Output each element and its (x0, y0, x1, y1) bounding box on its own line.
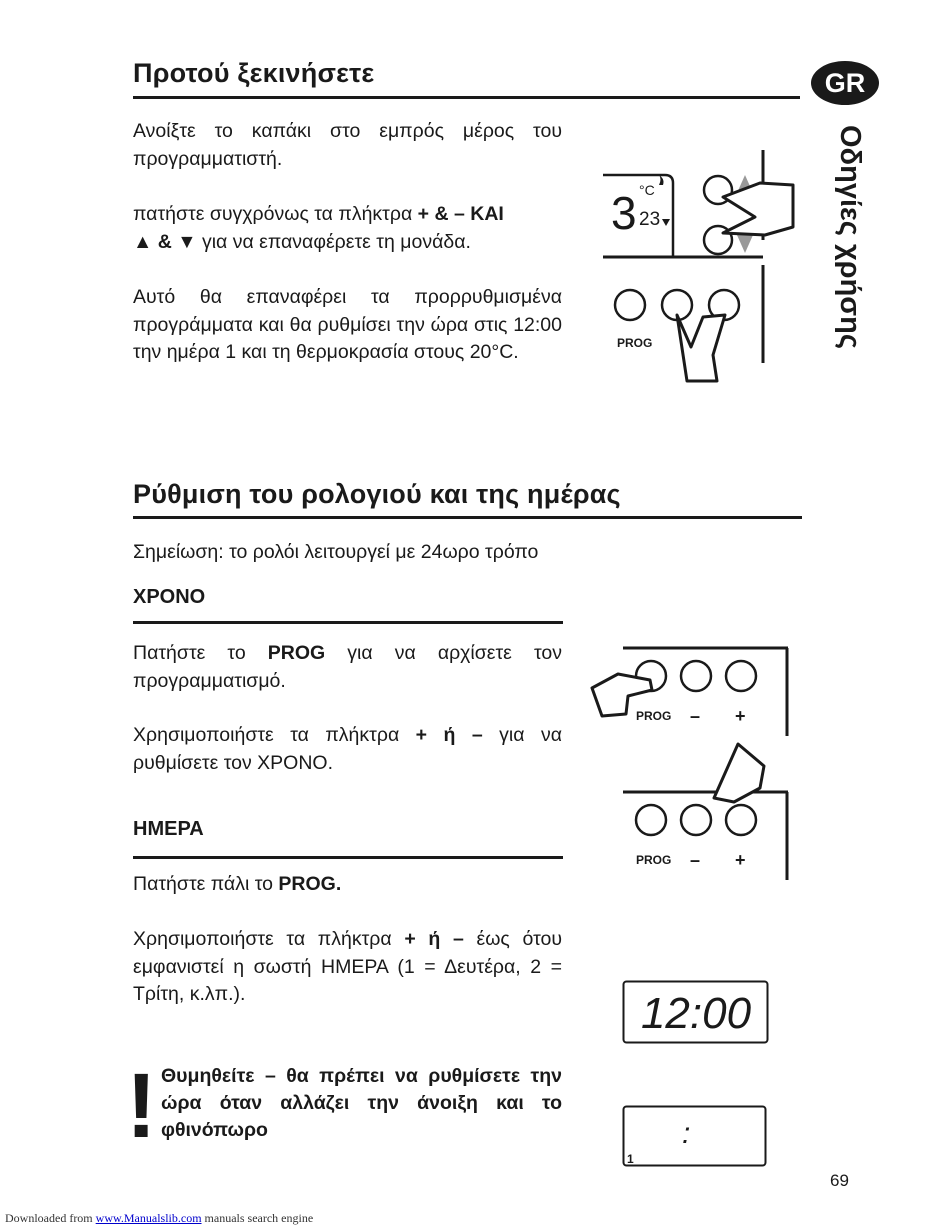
section-title-clock-day: Ρύθμιση του ρολογιού και της ημέρας (133, 479, 621, 509)
minus-label: – (690, 850, 701, 870)
flame-icon (659, 175, 664, 185)
side-title: Οδηγίες χρήσης (834, 125, 866, 349)
paragraph-set-day: Χρησιμοποιήστε τα πλήκτρα + ή – έως ότου εμφανιστεί η σωστή ΗΜΕΡΑ (1 = Δευτέρα, 2 = Τρίτη, κ.λπ.). (133, 928, 563, 1005)
display-big-digit: 3 (611, 187, 637, 239)
minus-button (681, 805, 711, 835)
language-badge: GR (811, 61, 879, 105)
minus-label: – (690, 706, 701, 726)
reset-illustration (595, 145, 805, 385)
prog-label: PROG (617, 336, 653, 350)
warning-mark: ! (126, 1055, 157, 1157)
lcd-time-display (622, 980, 770, 1046)
display-unit: °C (639, 182, 655, 198)
prog-button (636, 805, 666, 835)
section-rule (133, 96, 800, 99)
warning-text: Θυμηθείτε – θα πρέπει να ρυθμίσετε την ώρα όταν αλλάζει την άνοιξη και το φθινόπωρο (161, 1065, 562, 1141)
lcd-day-display (622, 1105, 768, 1169)
subsection-rule (133, 621, 563, 624)
lcd-day-value: 1 (627, 1152, 634, 1166)
down-arrow-icon (662, 219, 670, 226)
subsection-rule (133, 856, 563, 859)
paragraph-press-prog-again: Πατήστε πάλι το PROG. (133, 873, 342, 895)
download-footer: Downloaded from www.Manualslib.com manuals search engine (5, 1211, 314, 1225)
prog-button (615, 290, 645, 320)
note-24h: Σημείωση: το ρολόι λειτουργεί με 24ωρο τρόπο (133, 541, 539, 563)
prog-press-illustration (588, 640, 793, 740)
paragraph-set-time: Χρησιμοποιήστε τα πλήκτρα + ή – για να ρυθμίσετε τον ΧΡΟΝΟ. (133, 724, 562, 774)
heading-imera: ΗΜΕΡΑ (133, 818, 204, 840)
two-finger-hand-icon (677, 315, 725, 381)
paragraph-reset: πατήστε συγχρόνως τα πλήκτρα + & – ΚΑΙ ▲ & ▼ για να επαναφέρετε τη μονάδα. (133, 203, 504, 253)
minus-button (681, 661, 711, 691)
lcd-colon: : (682, 1117, 691, 1150)
paragraph-open-cover: Ανοίξτε το καπάκι στο εμπρός μέρος του προγραμματιστή. (133, 120, 562, 170)
pointing-hand-icon (723, 183, 793, 235)
page-number: 69 (830, 1171, 849, 1190)
section-rule (133, 516, 802, 519)
prog-label: PROG (636, 709, 672, 723)
lcd-frame (624, 1107, 766, 1166)
manualslib-link[interactable]: www.Manualslib.com (95, 1211, 202, 1225)
prog-label: PROG (636, 853, 672, 867)
plus-press-illustration (588, 740, 793, 885)
plus-label: + (735, 850, 746, 870)
section-title-before-start: Προτού ξεκινήσετε (133, 58, 375, 88)
plus-label: + (735, 706, 746, 726)
lcd-time-value: 12:00 (640, 989, 752, 1038)
plus-button (726, 805, 756, 835)
plus-button (726, 661, 756, 691)
down-arrow-icon (737, 235, 753, 253)
display-small-value: 23 (639, 209, 661, 230)
heading-xrono: ΧΡΟΝΟ (133, 586, 206, 608)
paragraph-reset-effect: Αυτό θα επαναφέρει τα προρρυθμισμένα προγράμματα και θα ρυθμίσει την ώρα στις 12:00 την ημέρα 1 και τη θερμοκρασία στους 20°C. (133, 286, 562, 363)
paragraph-press-prog: Πατήστε το PROG για να αρχίσετε τον προγραμματισμό. (133, 642, 562, 692)
